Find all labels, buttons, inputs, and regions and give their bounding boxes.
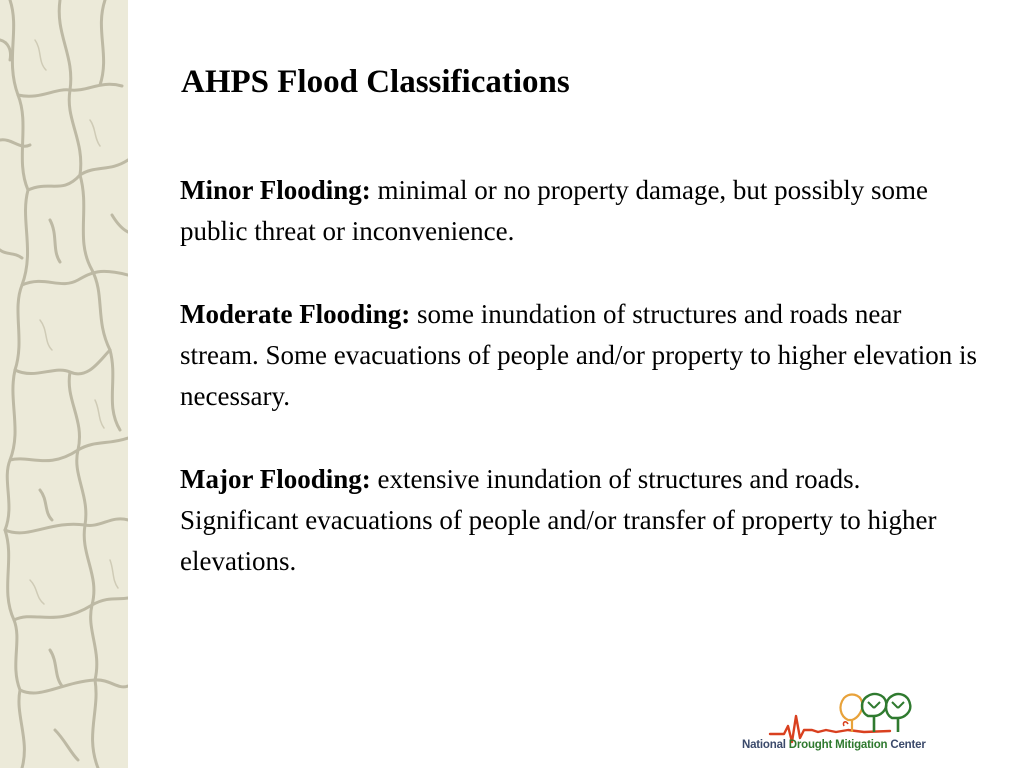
classification-term: Moderate Flooding: <box>180 299 411 329</box>
logo-wordmark <box>742 737 926 753</box>
classification-description: some inundation of structures and roads near stream. Some evacuations of people and/or property to higher elevation is necessary. <box>180 299 978 411</box>
classification-description: extensive inundation of structures and roads. Significant evacuations of people and/or transfer of property to higher elevations. <box>180 464 937 576</box>
logo-word-drought-mitigation: Drought Mitigation <box>788 739 888 751</box>
classification-term: Major Flooding: <box>180 464 371 494</box>
classification-description: minimal or no property damage, but possibly some public threat or inconvenience. <box>180 175 928 246</box>
logo-word-center: Center <box>890 739 926 751</box>
classification-list <box>180 170 980 624</box>
classification-term: Minor Flooding: <box>180 175 371 205</box>
crack-pattern-graphic <box>0 0 128 768</box>
classification-major <box>180 459 980 582</box>
cracked-earth-texture <box>0 0 128 768</box>
slide-title: AHPS Flood Classifications <box>181 64 570 100</box>
ndmc-logo <box>740 686 964 760</box>
logo-word-national: National <box>742 739 786 751</box>
classification-minor <box>180 170 980 252</box>
classification-moderate <box>180 294 980 417</box>
